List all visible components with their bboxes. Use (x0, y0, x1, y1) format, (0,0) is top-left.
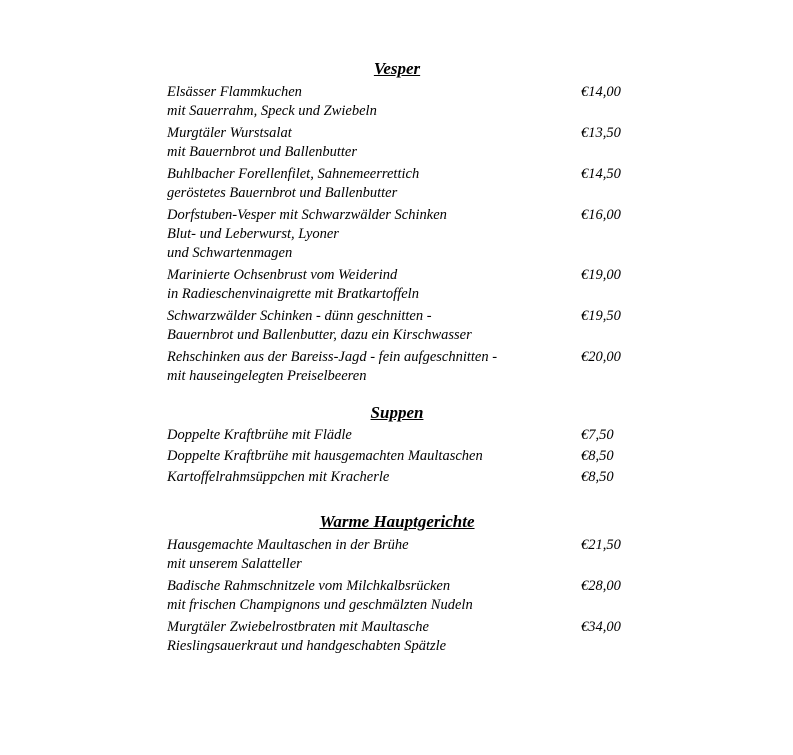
menu-item-price: €14,00 (581, 84, 621, 100)
menu-item (167, 83, 637, 121)
menu-item-line: Rieslingsauerkraut und handgeschabten Spätzle (167, 638, 447, 654)
menu-item-line: Elsässer Flammkuchen (167, 84, 302, 100)
menu-item-line: Doppelte Kraftbrühe mit hausgemachten Maultaschen (167, 448, 483, 464)
menu-item-line: Hausgemachte Maultaschen in der Brühe (167, 537, 409, 553)
menu-item-line: geröstetes Bauernbrot und Ballenbutter (167, 185, 398, 201)
menu-item-description (167, 124, 567, 162)
menu-item-price: €28,00 (581, 578, 621, 594)
menu-item (167, 618, 637, 656)
menu-section (167, 511, 637, 656)
menu-item-description (167, 348, 567, 386)
menu-item-line: Doppelte Kraftbrühe mit Flädle (167, 427, 352, 443)
menu-item-line: Kartoffelrahmsüppchen mit Kracherle (167, 469, 390, 485)
menu-item-price: €13,50 (581, 125, 621, 141)
menu-item-price: €8,50 (581, 448, 614, 464)
menu-item (167, 348, 637, 386)
menu-item (167, 206, 637, 263)
menu-item-line: Marinierte Ochsenbrust vom Weiderind (167, 267, 398, 283)
menu-item-line: mit Bauernbrot und Ballenbutter (167, 144, 357, 160)
menu-item-price: €16,00 (581, 207, 621, 223)
menu-item-line: Bauernbrot und Ballenbutter, dazu ein Kirschwasser (167, 327, 472, 343)
menu-item-price: €7,50 (581, 427, 614, 443)
menu-item-description (167, 536, 567, 574)
section-title: Suppen (370, 403, 424, 422)
menu-item-line: und Schwartenmagen (167, 245, 293, 261)
menu-item-description (167, 468, 567, 487)
menu-item (167, 447, 637, 466)
menu-item-description (167, 206, 567, 263)
menu-item-price: €34,00 (581, 619, 621, 635)
menu-item-price: €21,50 (581, 537, 621, 553)
section-title: Vesper (373, 59, 421, 78)
menu-item-line: Murgtäler Zwiebelrostbraten mit Maultasche (167, 619, 429, 635)
menu-item-description (167, 447, 567, 466)
menu-item-description (167, 618, 567, 656)
menu-item-description (167, 577, 567, 615)
menu-item-line: Dorfstuben-Vesper mit Schwarzwälder Schinken (167, 207, 447, 223)
section-title: Warme Hauptgerichte (319, 512, 475, 531)
menu-item-price: €19,00 (581, 267, 621, 283)
menu-item (167, 577, 637, 615)
menu-item-line: Schwarzwälder Schinken - dünn geschnitten - (167, 308, 432, 324)
menu-item-description (167, 83, 567, 121)
menu-item (167, 536, 637, 574)
menu-item-price: €19,50 (581, 308, 621, 324)
menu-item-line: mit unserem Salatteller (167, 556, 302, 572)
menu-item-line: Rehschinken aus der Bareiss-Jagd - fein aufgeschnitten - (167, 349, 498, 365)
menu-item (167, 307, 637, 345)
menu-item (167, 124, 637, 162)
menu-item-line: Murgtäler Wurstsalat (167, 125, 292, 141)
menu-item (167, 266, 637, 304)
menu-item (167, 426, 637, 445)
menu-item-price: €8,50 (581, 469, 614, 485)
menu-item-line: in Radieschenvinaigrette mit Bratkartoffeln (167, 286, 419, 302)
menu-item-price: €20,00 (581, 349, 621, 365)
menu-item-line: Badische Rahmschnitzele vom Milchkalbsrücken (167, 578, 451, 594)
menu-item-description (167, 426, 567, 445)
menu-item-description (167, 307, 567, 345)
menu-item-description (167, 266, 567, 304)
menu-item-line: Blut- und Leberwurst, Lyoner (167, 226, 339, 242)
menu-item (167, 468, 637, 487)
menu-item-price: €14,50 (581, 166, 621, 182)
menu-section (167, 58, 637, 386)
menu-item (167, 165, 637, 203)
menu-item-line: mit Sauerrahm, Speck und Zwiebeln (167, 103, 377, 119)
menu-item-line: mit hauseingelegten Preiselbeeren (167, 368, 367, 384)
menu-item-line: mit frischen Champignons und geschmälzten Nudeln (167, 597, 473, 613)
menu-item-line: Buhlbacher Forellenfilet, Sahnemeerrettich (167, 166, 420, 182)
menu-item-description (167, 165, 567, 203)
menu-section (167, 402, 637, 487)
